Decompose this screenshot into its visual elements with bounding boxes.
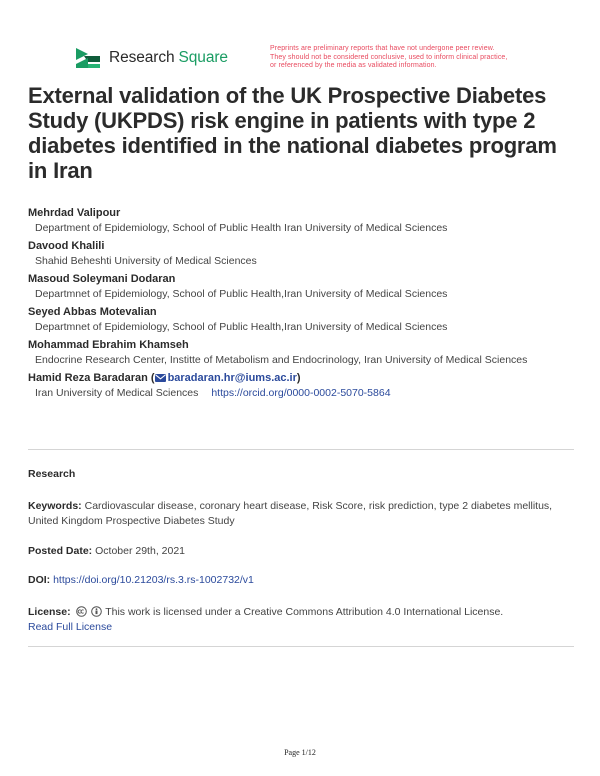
author-list (28, 205, 576, 403)
author-entry (28, 337, 576, 368)
author-entry (28, 304, 576, 335)
logo-word-research: Research (109, 49, 175, 66)
author-affiliation (28, 386, 576, 401)
notice-line: or referenced by the media as validated information. (270, 62, 437, 69)
author-affiliation: Departmnet of Epidemiology, School of Public Health,Iran University of Medical Sciences (35, 288, 448, 300)
read-full-license-link[interactable]: Read Full License (28, 621, 113, 633)
doi-link[interactable]: https://doi.org/10.21203/rs.3.rs-1002732/v1 (53, 574, 254, 586)
close-paren: ) (296, 372, 301, 384)
corresponding-author-entry (28, 370, 576, 401)
notice-line: They should not be considered conclusive, used to inform clinical practice, (270, 53, 508, 61)
article-type (28, 467, 578, 482)
research-square-logo[interactable] (74, 44, 228, 72)
author-affiliation: Shahid Beheshti University of Medical Sciences (35, 255, 257, 267)
research-square-logo-icon (74, 44, 102, 72)
author-entry (28, 205, 576, 236)
license-label: License: (28, 606, 71, 618)
divider (28, 646, 574, 647)
keywords-value: Cardiovascular disease, coronary heart disease, Risk Score, risk prediction, type 2 diabetes mellitus, United Kingdom Prospective Diabetes Study (28, 500, 553, 527)
envelope-icon (155, 374, 166, 382)
email-address: baradaran.hr@iums.ac.ir (167, 372, 297, 384)
doi-section (28, 573, 578, 588)
notice-line: Preprints are preliminary reports that have not undergone peer review. (270, 45, 495, 52)
email-link[interactable] (155, 372, 297, 384)
author-name: Seyed Abbas Motevalian (28, 306, 157, 318)
author-name: Davood Khalili (28, 240, 105, 252)
posted-date-section (28, 544, 578, 559)
divider (28, 449, 574, 450)
license-section (28, 605, 578, 635)
doi-label: DOI: (28, 574, 51, 586)
paper-title: External validation of the UK Prospective Diabetes Study (UKPDS) risk engine in patients with type 2 diabetes identified in the national diabetes program in Iran (28, 83, 557, 183)
logo-text (109, 49, 228, 67)
creative-commons-icon (76, 606, 87, 617)
open-paren: ( (150, 372, 155, 384)
author-entry (28, 238, 576, 269)
author-affiliation: Department of Epidemiology, School of Public Health Iran University of Medical Sciences (35, 222, 448, 234)
logo-word-square: Square (178, 49, 228, 66)
license-text: This work is licensed under a Creative Commons Attribution 4.0 International License. (105, 606, 504, 618)
keywords-section (28, 499, 578, 529)
author-name: Masoud Soleymani Dodaran (28, 273, 176, 285)
author-name: Hamid Reza Baradaran (28, 372, 148, 384)
corresponding-author-name (28, 370, 576, 386)
posted-date-value: October 29th, 2021 (95, 545, 186, 557)
posted-date-label: Posted Date: (28, 545, 93, 557)
author-affiliation: Endocrine Research Center, Institte of Metabolism and Endocrinology, Iran University of Medical Sciences (35, 354, 528, 366)
header (74, 44, 534, 80)
author-entry (28, 271, 576, 302)
attribution-icon (91, 606, 102, 617)
affiliation-text: Iran University of Medical Sciences (35, 387, 199, 399)
page-number: Page 1/12 (284, 748, 316, 757)
keywords-label: Keywords: (28, 500, 82, 512)
author-affiliation: Departmnet of Epidemiology, School of Public Health,Iran University of Medical Sciences (35, 321, 448, 333)
author-name: Mehrdad Valipour (28, 207, 121, 219)
author-name: Mohammad Ebrahim Khamseh (28, 339, 189, 351)
orcid-link[interactable]: https://orcid.org/0000-0002-5070-5864 (211, 387, 391, 399)
preprint-notice (270, 45, 538, 71)
article-type-label: Research (28, 468, 76, 480)
